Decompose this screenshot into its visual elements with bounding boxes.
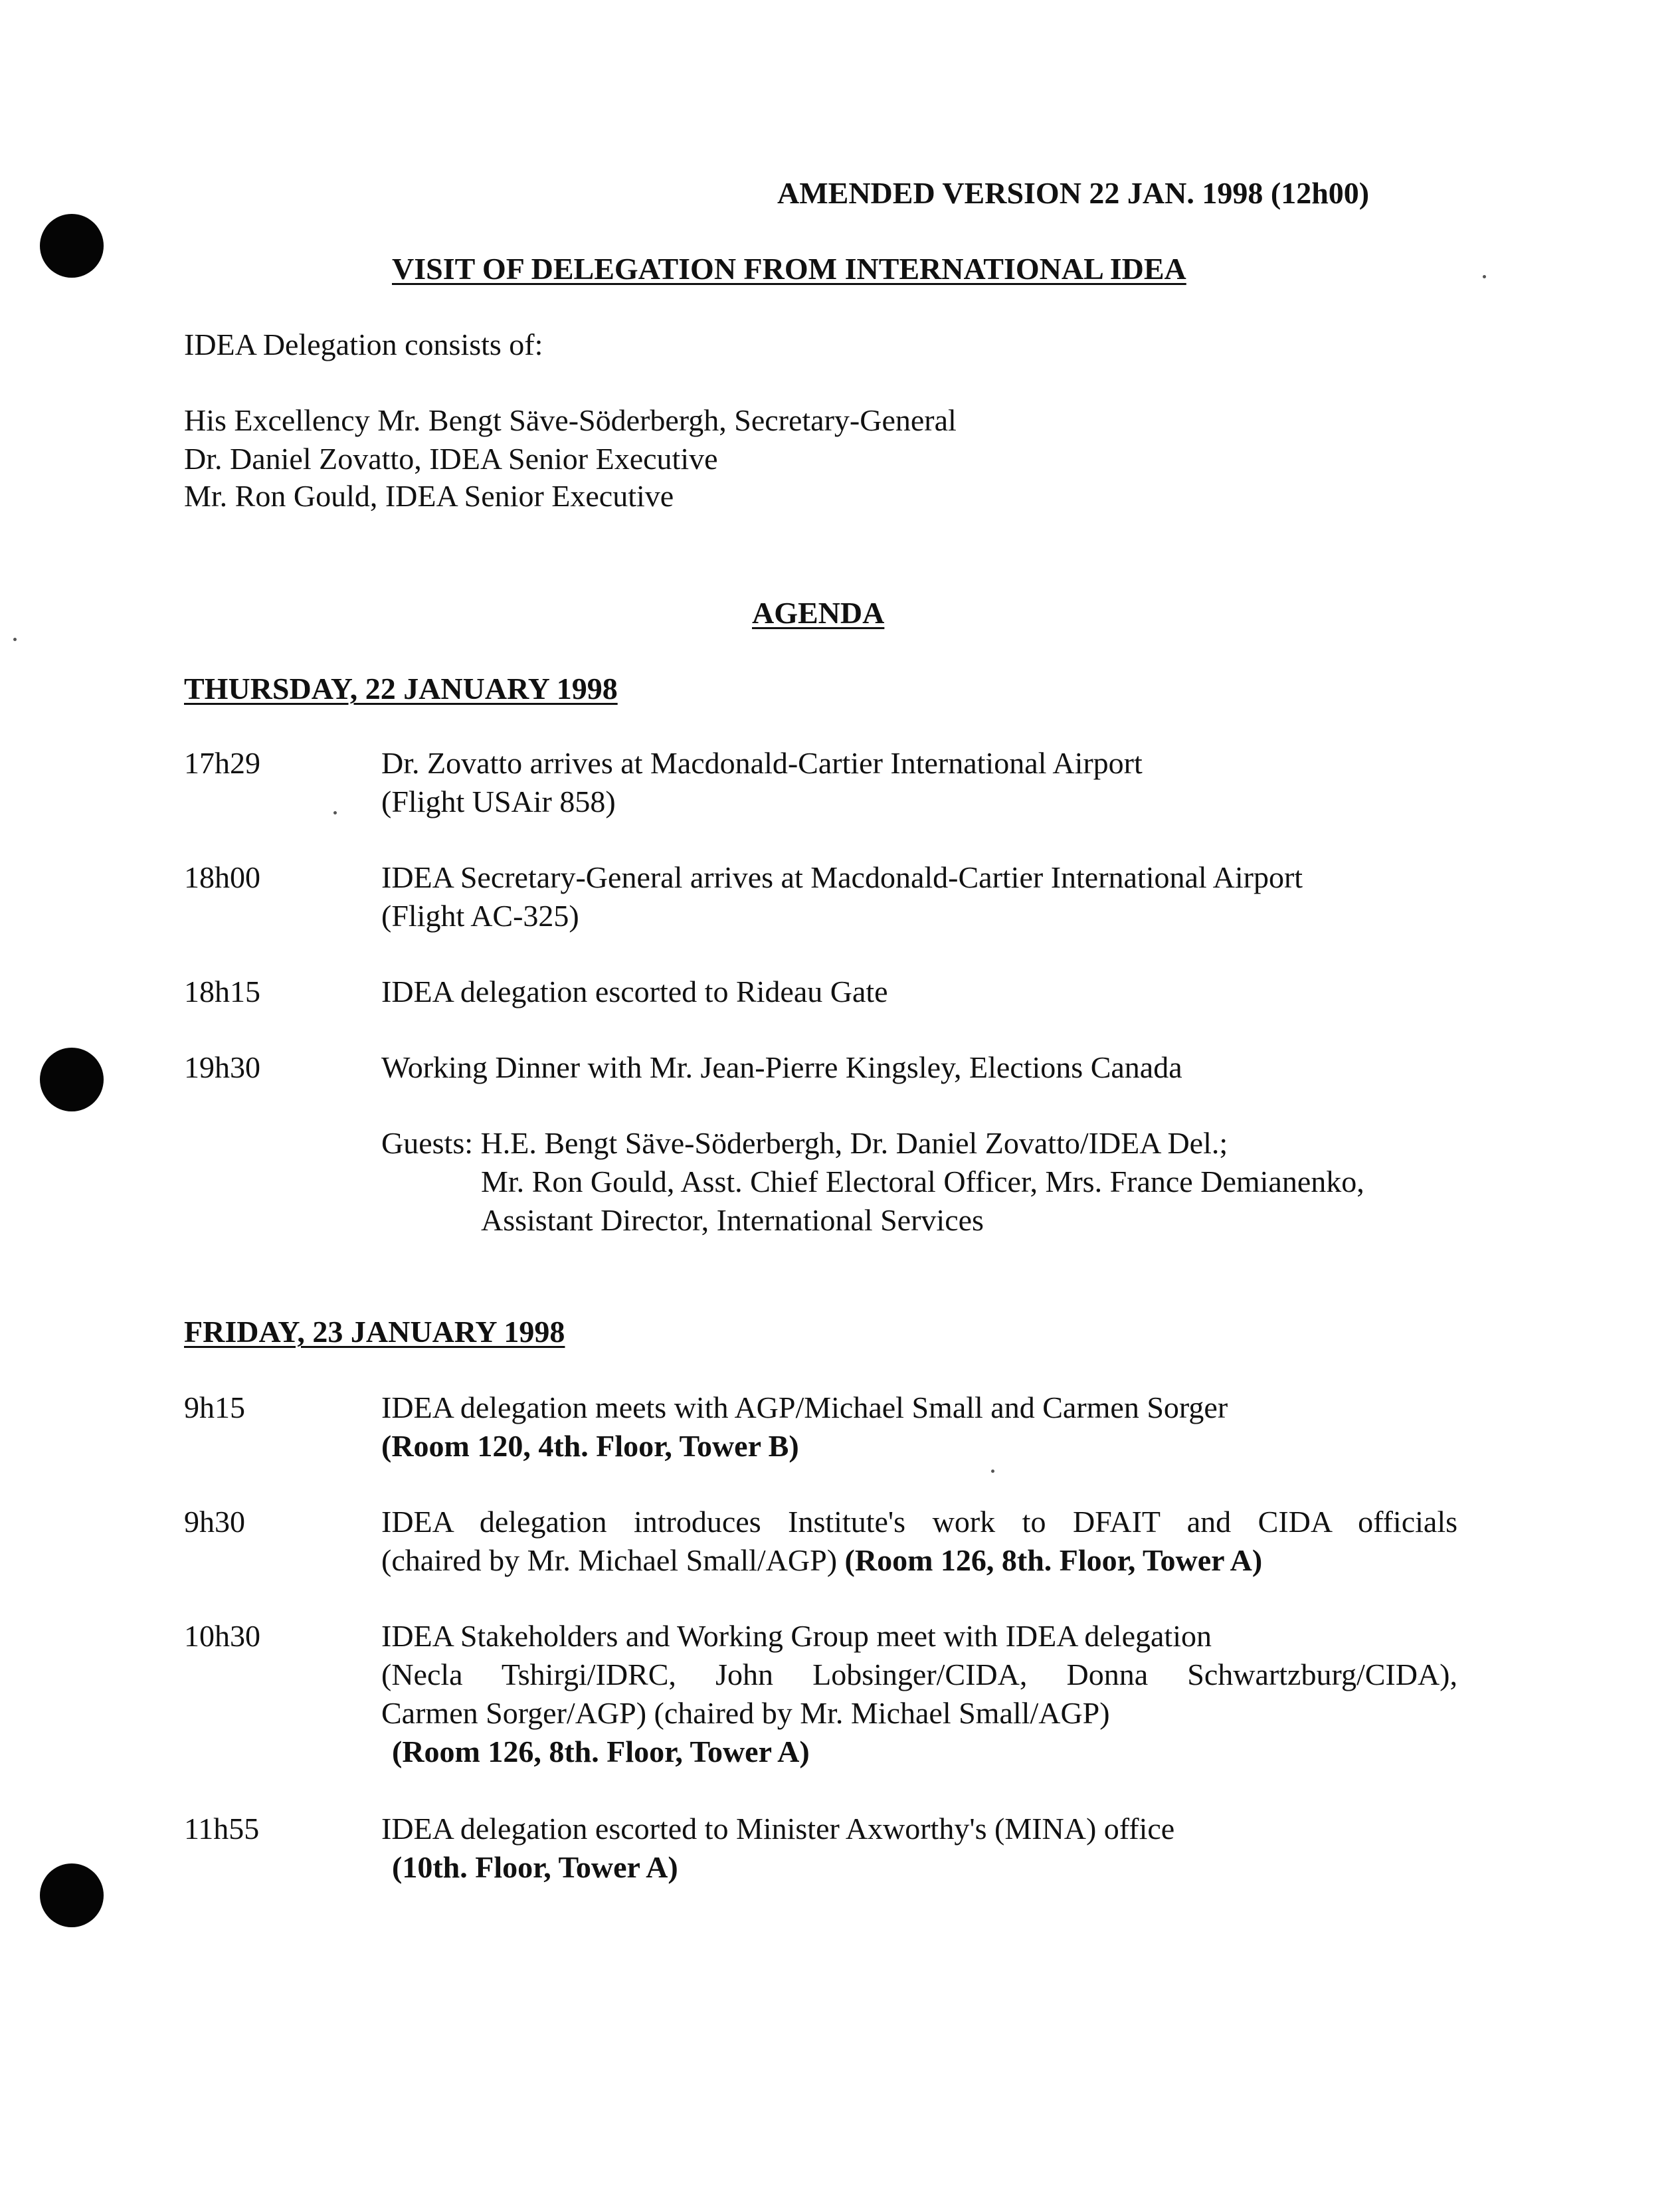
- agenda-item-description: [381, 1388, 1228, 1466]
- chair-note: (chaired by Mr. Michael Small/AGP): [381, 1543, 845, 1577]
- agenda-time: 18h15: [184, 975, 260, 1008]
- agenda-item-description: [381, 973, 888, 1011]
- agenda-heading: AGENDA: [752, 596, 885, 630]
- description-line: IDEA delegation escorted to Rideau Gate: [381, 975, 888, 1008]
- description-line: [381, 1541, 1457, 1580]
- punch-hole-top: [40, 214, 104, 278]
- agenda-time: 10h30: [184, 1619, 260, 1653]
- day-heading-friday: FRIDAY, 23 JANUARY 1998: [184, 1315, 565, 1349]
- delegation-member: Dr. Daniel Zovatto, IDEA Senior Executive: [184, 442, 718, 476]
- description-line: IDEA Stakeholders and Working Group meet with IDEA delegation: [381, 1619, 1212, 1653]
- description-line: (Necla Tshirgi/IDRC, John Lobsinger/CIDA, Donna Schwartzburg/CIDA),: [381, 1658, 1457, 1691]
- agenda-time: 9h15: [184, 1390, 245, 1424]
- agenda-time: 17h29: [184, 746, 260, 780]
- guests-line: Guests: H.E. Bengt Säve-Söderbergh, Dr. Daniel Zovatto/IDEA Del.;: [381, 1126, 1228, 1160]
- dinner-guests: [381, 1124, 1364, 1240]
- agenda-time: 9h30: [184, 1505, 245, 1539]
- description-line: Dr. Zovatto arrives at Macdonald-Cartier International Airport: [381, 746, 1143, 780]
- description-line: IDEA Secretary-General arrives at Macdonald-Cartier International Airport: [381, 860, 1303, 894]
- description-line: Working Dinner with Mr. Jean-Pierre Kingsley, Elections Canada: [381, 1050, 1182, 1084]
- agenda-item-description: [381, 1617, 1457, 1771]
- delegation-intro: IDEA Delegation consists of:: [184, 328, 543, 361]
- delegation-member: Mr. Ron Gould, IDEA Senior Executive: [184, 479, 674, 513]
- scan-speck: [13, 638, 17, 641]
- delegation-member: His Excellency Mr. Bengt Säve-Söderbergh, Secretary-General: [184, 403, 957, 437]
- agenda-time: 19h30: [184, 1050, 260, 1084]
- description-line: IDEA delegation meets with AGP/Michael Small and Carmen Sorger: [381, 1390, 1228, 1424]
- description-line: (Flight USAir 858): [381, 785, 616, 818]
- day-heading-thursday: THURSDAY, 22 JANUARY 1998: [184, 672, 618, 706]
- punch-hole-bottom: [40, 1863, 104, 1927]
- room-location: (Room 120, 4th. Floor, Tower B): [381, 1429, 799, 1463]
- punch-hole-middle: [40, 1048, 104, 1111]
- scan-speck: [991, 1470, 994, 1473]
- description-line: Carmen Sorger/AGP) (chaired by Mr. Michael Small/AGP): [381, 1696, 1110, 1730]
- scan-speck: [333, 811, 337, 814]
- agenda-item-description: [381, 858, 1303, 935]
- guests-line: Mr. Ron Gould, Asst. Chief Electoral Officer, Mrs. France Demianenko,: [481, 1165, 1364, 1198]
- agenda-item-description: [381, 1048, 1182, 1087]
- room-location: (Room 126, 8th. Floor, Tower A): [392, 1735, 810, 1768]
- document-title: VISIT OF DELEGATION FROM INTERNATIONAL IDEA: [392, 252, 1186, 286]
- room-location: (Room 126, 8th. Floor, Tower A): [844, 1543, 1263, 1577]
- room-location: (10th. Floor, Tower A): [392, 1850, 678, 1884]
- description-line: (Flight AC-325): [381, 899, 579, 933]
- description-line: IDEA delegation escorted to Minister Axworthy's (MINA) office: [381, 1812, 1175, 1846]
- amended-version-line: AMENDED VERSION 22 JAN. 1998 (12h00): [777, 176, 1370, 210]
- agenda-item-description: [381, 1503, 1457, 1580]
- description-line: IDEA delegation introduces Institute's work to DFAIT and CIDA officials: [381, 1505, 1457, 1539]
- agenda-item-description: [381, 744, 1143, 821]
- agenda-time: 11h55: [184, 1812, 260, 1846]
- agenda-time: 18h00: [184, 860, 260, 894]
- scan-speck: [1483, 275, 1486, 278]
- guests-line: Assistant Director, International Services: [481, 1203, 984, 1237]
- agenda-item-description: [381, 1810, 1174, 1887]
